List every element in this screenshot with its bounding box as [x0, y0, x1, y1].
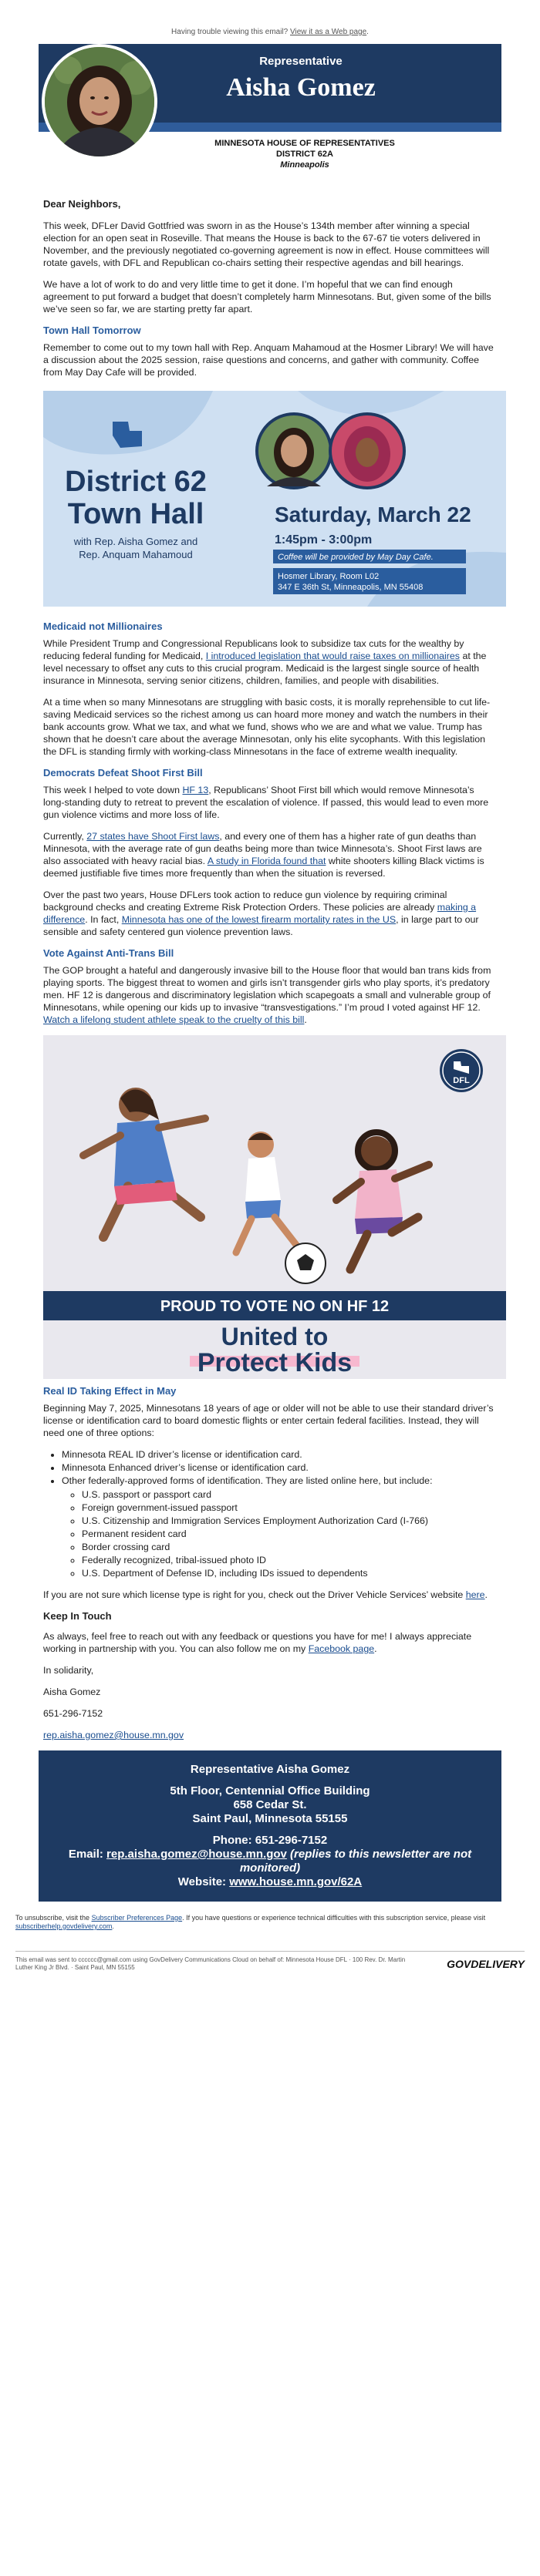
section-heading-shoot-first: Democrats Defeat Shoot First Bill [43, 767, 203, 779]
footer-divider [15, 1951, 525, 1952]
footer-email: Email: rep.aisha.gomez@house.mn.gov (replies to this newsletter are not monitored) [68, 1848, 472, 1875]
town-hall-banner [43, 391, 506, 607]
millionaires-tax-link[interactable]: I introduced legislation that would raise taxes on millionaires [205, 651, 460, 661]
newsletter [39, 44, 501, 1902]
shoot-first-paragraph: Over the past two years, House DFLers took action to reduce gun violence by requiring criminal background checks and creating Extreme Risk Protection Orders. These policies are already making a difference. In fact, Minnesota has one of the lowest firearm mortality rates in the US, in large part to our sensible and safety centered gun violence prevention laws. [43, 889, 479, 937]
shoot-first-paragraph: This week I helped to vote down HF 13, Republicans’ Shoot First bill which would remove Minnesota’s long-standing duty to retreat to prevent the escalation of violence. If passed, this would lead to even more gun violence victims and more loss of life. [43, 785, 489, 820]
subscriber-help-link[interactable]: subscriberhelp.govdelivery.com [15, 1922, 113, 1930]
section-heading-town-hall: Town Hall Tomorrow [43, 325, 141, 336]
footer-website-link[interactable]: www.house.mn.gov/62A [229, 1875, 363, 1888]
intro-paragraph: This week, DFLer David Gottfried was sworn in as the House’s 134th member after winning a special election for an open seat in Roseville. That means the House is back to the 67-67 tie voters delivered in November, and the previously negotiated co-governing agreement is now in effect. House committees will rotate gavels, with DFL and Republican co-chairs setting their respective agendas and bill hearings. [43, 220, 490, 268]
footer-address-3: Saint Paul, Minnesota 55155 [192, 1812, 348, 1825]
footer-website: Website: www.house.mn.gov/62A [177, 1875, 363, 1888]
list-item: • Minnesota REAL ID driver’s license or identification card. [62, 1448, 497, 1461]
list-item: ◦ Border crossing card [82, 1541, 497, 1553]
footer-email-link[interactable]: rep.aisha.gomez@house.mn.gov [106, 1848, 287, 1861]
footer-address-1: 5th Floor, Centennial Office Building [170, 1784, 370, 1797]
signature-email-link[interactable]: rep.aisha.gomez@house.mn.gov [43, 1730, 184, 1740]
signature-name: Aisha Gomez [43, 1687, 101, 1697]
web-view-notice: Having trouble viewing this email? View it as a Web page. [171, 28, 369, 36]
greeting: Dear Neighbors, [43, 198, 121, 210]
list-item: ◦ U.S. Citizenship and Immigration Services Employment Authorization Card (I-766) [82, 1515, 497, 1527]
anti-trans-paragraph: The GOP brought a hateful and dangerously invasive bill to the House floor that would ban trans kids from playing sports. The biggest threat to women and girls isn’t transgender girls who play sports, it’s predatory men. HF 12 is dangerous and discriminatory legislation which scapegoats a small and vulnerable group of Minnesotans, while opening our kids up to invasive “transvestigations.” I’m proud I voted against HF 12. Watch a lifelong student athlete speak to the cruelty of this bill. [43, 965, 491, 1025]
govdelivery-logo: GOVDELIVERY [447, 1958, 525, 1970]
intro-paragraph: We have a lot of work to do and very little time to get it done. I’m hopeful that we can find enough agreement to put forward a budget that doesn’t completely harm Minnesotans. But, given some of the bills we’ve seen so far, we are starting pretty far apart. [43, 279, 491, 314]
banner-with-2: Rep. Anquam Mahamoud [79, 549, 193, 560]
shoot-first-paragraph: Currently, 27 states have Shoot First laws, and every one of them has a higher rate of gun deaths than Minnesota, with the average rate of gun deaths being more than twice Minnesota’s. Shoot First laws are also associated with heavy racial bias. A study in Florida found that white shooters killing Black victims is deemed justifiable five times more frequently than when the situation is reversed. [43, 831, 484, 879]
keep-in-touch-paragraph: As always, feel free to reach out with any feedback or questions you have for me! I always appreciate working in partnership with you. You can also follow me on my Facebook page. [43, 1631, 472, 1654]
shoot-first-states-link[interactable]: 27 states have Shoot First laws [86, 831, 220, 842]
hf13-link[interactable]: HF 13 [182, 785, 209, 795]
list-item: ◦ U.S. passport or passport card [82, 1488, 497, 1501]
unsubscribe-notice: To unsubscribe, visit the Subscriber Preferences Page. If you have questions or experience technical difficulties with this subscription service, please visit subscriberhelp.govdelivery.com. [15, 1914, 486, 1930]
list-item: ◦ U.S. Department of Defense ID, including IDs issued to dependents [82, 1567, 497, 1579]
header-subtitle: MINNESOTA HOUSE OF REPRESENTATIVES DISTRICT 62A Minneapolis [214, 139, 395, 170]
list-item: ◦ Federally recognized, tribal-issued photo ID [82, 1554, 497, 1566]
section-heading-keep-in-touch: Keep In Touch [43, 1610, 112, 1622]
banner-place-2: 347 E 36th St, Minneapolis, MN 55408 [278, 583, 424, 592]
list-item: • Other federally-approved forms of identification. They are listed online here, but include: ◦ U.S. passport or passport card ◦ Foreign government-issued passport ◦ U.S. Citizenship and Immigration Services Employment Authorization Card (I-766) ◦ Permanent resident card ◦ Border crossing card ◦ Federally recognized, tribal-issued photo ID ◦ U.S. Department of Defense ID, including IDs issued to dependents [62, 1475, 497, 1579]
signature-email [43, 1729, 497, 1741]
dvs-website-link[interactable]: here [465, 1589, 485, 1600]
dfl-badge-text: DFL [453, 1076, 470, 1085]
footer-phone: Phone: 651-296-7152 [212, 1834, 328, 1847]
making-a-difference-link[interactable]: making a difference [43, 902, 477, 925]
graphic-line-1: United to [221, 1323, 329, 1350]
avatar [42, 44, 157, 160]
soccer-ball-icon [285, 1243, 326, 1283]
header-title-small: Representative [259, 55, 343, 68]
florida-study-link[interactable]: A study in Florida found that [207, 856, 326, 866]
list-item: • Minnesota Enhanced driver’s license or identification card. [62, 1461, 497, 1474]
graphic-line-2: Protect Kids [197, 1348, 353, 1377]
student-athlete-video-link[interactable]: Watch a lifelong student athlete speak to the cruelty of this bill [43, 1014, 305, 1025]
medicaid-paragraph: While President Trump and Congressional Republicans look to subsidize tax cuts for the wealthy by reducing federal funding for Medicaid, I introduced legislation that would raise taxes on millionaires at the level necessary to offset any cuts to this crucial program. Medicaid is the largest single source of health insurance in Minnesota, serving senior citizens, children, families, and people with disabilities. [43, 638, 487, 686]
list-item: ◦ Foreign government-issued passport [82, 1502, 497, 1514]
footer-name: Representative Aisha Gomez [190, 1763, 350, 1776]
banner-coffee: Coffee will be provided by May Day Cafe. [278, 553, 434, 562]
town-hall-paragraph: Remember to come out to my town hall with Rep. Anquam Mahamoud at the Hosmer Library! We will have a discussion about the 2025 session, raise questions and concerns, and gather with community. Coffee from May Day Cafe will be provided. [43, 342, 494, 378]
real-id-paragraph: Beginning May 7, 2025, Minnesotans 18 years of age or older will not be able to use their standard driver’s license or identification card to board domestic flights or enter certain federal facilities. Instead, they will need one of three options: [43, 1403, 494, 1438]
view-as-web-page-link[interactable]: View it as a Web page [290, 28, 367, 36]
section-heading-medicaid: Medicaid not Millionaires [43, 620, 163, 632]
section-heading-anti-trans: Vote Against Anti-Trans Bill [43, 947, 174, 959]
banner-time: 1:45pm - 3:00pm [275, 533, 373, 546]
sender-info [15, 1956, 525, 1972]
real-id-options-list [43, 1448, 497, 1579]
newsletter-body [39, 198, 501, 1741]
footer-address-2: 658 Cedar St. [233, 1798, 307, 1811]
portrait-image [45, 47, 154, 156]
banner-with-1: with Rep. Aisha Gomez and [73, 536, 198, 547]
federal-id-sublist [62, 1488, 497, 1579]
header-title-name: Aisha Gomez [226, 73, 376, 102]
subscriber-preferences-link[interactable]: Subscriber Preferences Page [91, 1914, 183, 1922]
facebook-page-link[interactable]: Facebook page [308, 1643, 375, 1654]
banner-date: Saturday, March 22 [275, 503, 471, 526]
sent-to-text: This email was sent to cccccc@gmail.com using GovDelivery Communications Cloud on behalf of: Minnesota House DFL · 100 Rev. Dr. Martin Luther King Jr Blvd. · Saint Paul, MN 55155 [15, 1956, 406, 1971]
banner-title-2: Town Hall [67, 498, 204, 530]
medicaid-paragraph: At a time when so many Minnesotans are struggling with basic costs, it is morally reprehensible to cut life-saving Medicaid services so the richest among us can hoard more money and watch the numbers in their bank accounts grow. What we tax, and what we fund, shows who we are and what we value. Trump has shown that he doesn’t care about the average Minnesotan, only his elite sycophants. With this legislation the DFL is standing firmly with working-class Minnesotans in the face of extreme wealth inequality. [43, 697, 491, 757]
section-heading-real-id: Real ID Taking Effect in May [43, 1385, 177, 1397]
firearm-mortality-link[interactable]: Minnesota has one of the lowest firearm mortality rates in the US [121, 914, 397, 925]
banner-title-1: District 62 [65, 466, 207, 498]
banner-place-1: Hosmer Library, Room L02 [278, 572, 380, 581]
graphic-ribbon-text: PROUD TO VOTE NO ON HF 12 [160, 1298, 390, 1315]
newsletter-header [39, 44, 501, 132]
signoff: In solidarity, [43, 1665, 94, 1676]
protect-kids-graphic [43, 1035, 506, 1379]
signature-phone: 651-296-7152 [43, 1708, 103, 1719]
list-item: ◦ Permanent resident card [82, 1528, 497, 1540]
contact-footer [39, 1750, 501, 1902]
real-id-paragraph: If you are not sure which license type is right for you, check out the Driver Vehicle Services’ website here. [43, 1589, 488, 1600]
